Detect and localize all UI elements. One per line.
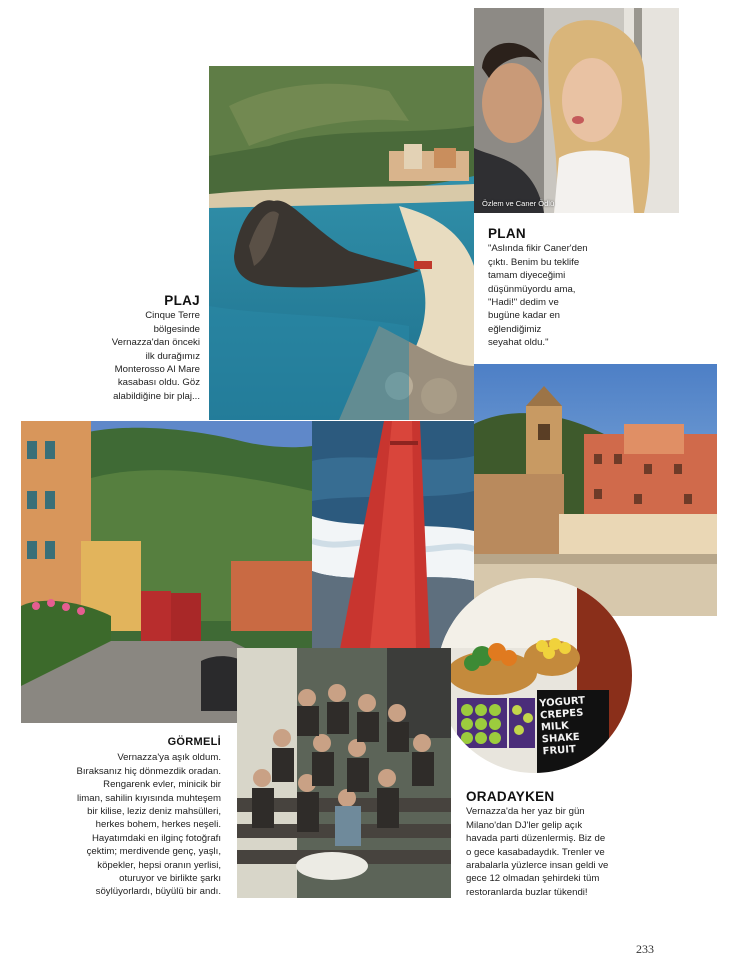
- red-pier-photo: [312, 421, 474, 649]
- plaj-text-block: [100, 294, 200, 403]
- sign-line: SHAKE: [541, 731, 581, 746]
- text-line: tamam diyeceğimi: [488, 270, 566, 282]
- text-line: Vernazza'dan önceki: [111, 337, 200, 349]
- text-line: Cinque Terre: [145, 310, 200, 322]
- photo-caption: Özlem ve Caner Ödlü: [482, 199, 555, 208]
- sign-line: MILK: [540, 720, 570, 734]
- text-line: gece 12 olmadan şehirdeki tüm: [466, 873, 600, 885]
- chalkboard-sign: [539, 694, 613, 759]
- stairs-crowd-photo: [237, 648, 451, 898]
- text-line: o gece kasabadaydık. Trenler ve: [466, 846, 605, 858]
- text-line: arabalarla yüzlerce insan geldi ve: [466, 860, 609, 872]
- text-line: bugüne kadar en: [488, 310, 561, 322]
- couple-selfie-photo: [474, 8, 679, 213]
- text-line: herkes bohem, herkes neşeli.: [95, 819, 221, 831]
- text-line: Vernazza'ya aşık oldum.: [117, 752, 221, 764]
- vernazza-church-photo: [474, 364, 717, 616]
- text-line: Bıraksanız hiç dönmezdik oradan.: [76, 765, 221, 777]
- text-line: çıktı. Benim bu teklife: [488, 256, 580, 268]
- text-line: alabildiğine bir plaj...: [113, 390, 200, 402]
- text-line: Vernazza'da her yaz bir gün: [466, 806, 585, 818]
- text-line: Hayatımdaki en ilginç fotoğrafı: [91, 832, 221, 844]
- fruit-stand-photo: [437, 578, 632, 773]
- text-line: söylüyorlardı, büyülü bir andı.: [95, 886, 221, 898]
- page-number: 233: [636, 942, 654, 956]
- text-line: düşünmüyordu ama,: [488, 283, 576, 295]
- text-line: kasabası oldu. Göz: [117, 377, 200, 389]
- text-line: Milano'dan DJ'ler gelip açık: [466, 819, 583, 831]
- text-line: seyahat oldu.": [488, 337, 549, 349]
- text-line: oturuyor ve birlikte şarkı: [119, 873, 221, 885]
- beach-photo: [209, 66, 474, 420]
- text-line: çektim; merdivende genç, yaşlı,: [86, 846, 221, 858]
- text-line: Rengarenk evler, minicik bir: [103, 779, 221, 791]
- text-line: liman, sahilin kıyısında muhteşem: [77, 792, 221, 804]
- oradayken-text-block: [466, 790, 631, 899]
- sign-line: FRUIT: [542, 744, 577, 758]
- text-line: ilk durağımız: [145, 350, 200, 362]
- sign-line: CREPES: [539, 707, 584, 722]
- text-line: "Aslında fikir Caner'den: [488, 243, 588, 255]
- text-line: Monterosso Al Mare: [114, 364, 200, 376]
- text-line: eğlendiğimiz: [488, 323, 542, 335]
- plan-text-block: [488, 227, 618, 350]
- text-line: bölgesinde: [153, 323, 200, 335]
- section-heading: PLAJ: [164, 293, 200, 308]
- text-line: köpekler, hepsi oranın yerlisi,: [97, 859, 221, 871]
- text-line: havada parti düzenlermiş. Biz de: [466, 833, 606, 845]
- text-line: bir kilise, leziz deniz mahsülleri,: [87, 806, 221, 818]
- section-heading: ORADAYKEN: [466, 789, 555, 804]
- section-heading: GÖRMELİ: [167, 736, 221, 748]
- gormeli-text-block: [40, 736, 221, 899]
- sign-line: YOGURT: [538, 695, 586, 710]
- section-heading: PLAN: [488, 226, 526, 241]
- text-line: restoranlarda buzlar tükendi!: [466, 886, 588, 898]
- text-line: "Hadi!" dedim ve: [488, 297, 559, 309]
